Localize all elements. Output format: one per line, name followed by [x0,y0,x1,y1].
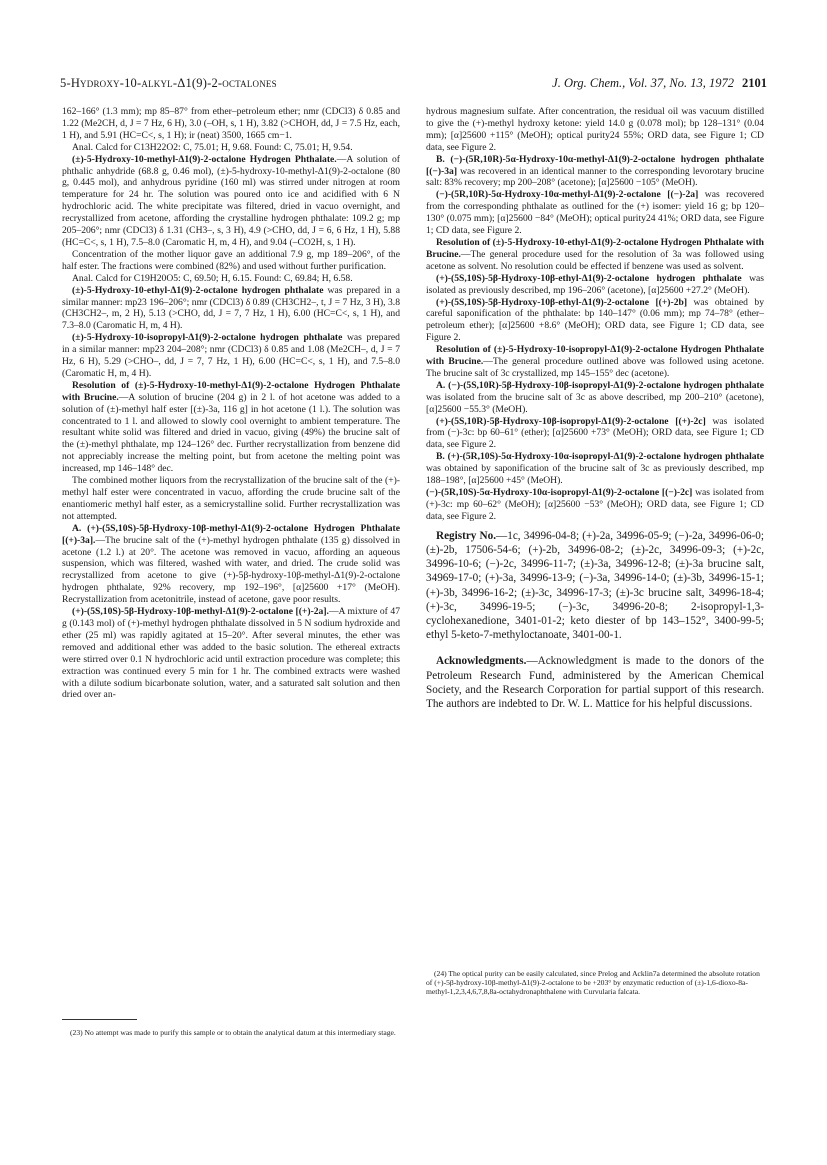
journal-name: J. Org. Chem., Vol. 37, No. 13, 1972 [552,76,734,90]
paragraph [426,273,764,297]
paragraph [426,237,764,273]
paragraph-heading: (±)-5-Hydroxy-10-isopropyl-Δ1(9)-2-octalone hydrogen phthalate [72,332,343,344]
paragraph-text: —A mixture of 47 g (0.143 mol) of (+)-methyl hydrogen phthalate dissolved in 5 N sodium hydroxide and ether (25 ml) was rapidly agitated at 15–20°. After several minutes, the ether was removed and additional ether was added to the basic solution. The ethereal extracts were stirred over 0.1 N hydrochloric acid until extraction procedure was complete; this extraction was continued every 5 min for 1 hr. The combined extracts were washed with a dilute sodium bicarbonate solution, water, and a saturated salt solution and then dried over an- [62,606,400,701]
paragraph-text: was obtained by careful saponification of the phthalate: bp 140–147° (0.06 mm); mp 74–78° (ether–petroleum ether); [α]25600 +8.6° (MeOH); ORD data, see Figure 1; CD data, see Figure 2. [426,296,764,344]
paragraph [426,106,764,154]
paragraph-text: was recovered from the corresponding phthalate as outlined for the (+) isomer: yield 16 g; bp 120–130° (0.075 mm); [α]25600 −84° (MeOH); optical purity24 41%; ORD data, see Figure 1; CD data, see Figure 2. [426,189,764,237]
paragraph [426,189,764,237]
paragraph-heading: (+)-(5S,10S)-5β-Hydroxy-10β-ethyl-Δ1(9)-2-octalone hydrogen phthalate [436,272,742,284]
paragraph [426,487,764,523]
right-column [426,106,764,711]
paragraph-text: —A solution of brucine (204 g) in 2 l. of hot acetone was added to a solution of (±)-methyl half ester [(±)-3a, 116 g] in hot acetone (1 l.). The solution was concentrated to 1 l. and allowed to slowly cool overnight to ambient temperature. The resultant white solid was filtered and dried in vacuo, giving (49%) the brucine salt of the (±)-methyl phthalate, mp 124–126° dec. Further recrystallization from benzene did not appreciably increase the melting point, but from acetone the melting point was increased, mp 146–148° dec. [62,391,400,475]
paragraph-text: was recovered in an identical manner to the corresponding levorotary brucine salt: 83% recovery; mp 200–208° (acetone); [α]25600 −105° (MeOH). [426,165,764,189]
running-title: 5-Hydroxy-10-alkyl-Δ1(9)-2-octalones [60,76,277,90]
paragraph [62,106,400,142]
footnote-24: (24) The optical purity can be easily calculated, since Prelog and Acklin7a determined the absolute rotation of (+)-5β-hydroxy-10β-methyl-Δ1(9)-2-octalone to be +203° by enzymatic reduction of (±)-1,6-dioxo-8a-methyl-1,2,3,4,6,7,8,8a-octahydronaphthalene with Curvularia falcata. [426,968,760,997]
registry-numbers [426,529,764,643]
paragraph-heading: (+)-(5S,10S)-5β-Hydroxy-10β-ethyl-Δ1(9)-2-octalone [(+)-2b] [436,296,688,308]
right-column-paragraphs [426,106,764,523]
acknowledgments-label: Acknowledgments. [436,655,527,668]
paragraph [62,142,400,154]
paragraph-text: The combined mother liquors from the recrystallization of the brucine salt of the (+)-methyl half ester were concentrated in vacuo, affording the crude brucine salt of the enantiomeric methyl half ester, as a semicrystalline solid. Further recrystallization was not attempted. [62,475,400,522]
paragraph-text: 162–166° (1.3 mm); mp 85–87° from ether–petroleum ether; nmr (CDCl3) δ 0.85 and 1.22 (Me2CH, d, J = 7 Hz, 6 H), 3.0 (–OH, s, 1 H), 3.82 (>CHOH, dd, J = 7.5 Hz, each, 1 H), and 5.91 (HC=C<, s, 1 H); ir (neat) 3500, 1665 cm−1. [62,106,400,141]
paragraph-text: Anal. Calcd for C19H20O5: C, 69.50; H, 6.15. Found: C, 69.84; H, 6.58. [72,272,353,284]
paragraph-text: Concentration of the mother liquor gave an additional 7.9 g, mp 189–206°, of the half ester. The fractions were combined (82%) and used without further purification. [62,248,400,272]
footnote-23: (23) No attempt was made to purify this sample or to obtain the analytical datum at this intermediary stage. [70,1027,396,1037]
paragraph-text: was isolated from (+)-3c: mp 60–62° (MeOH); [α]25600 −53° (MeOH); ORD data, see Figure 1; CD data, see Figure 2. [426,487,764,522]
paragraph-heading: B. (−)-(5R,10R)-5α-Hydroxy-10α-methyl-Δ1(9)-2-octalone hydrogen phthalate [(−)-3a] [426,153,764,177]
paragraph [62,332,400,380]
paragraph-heading: (+)-(5S,10S)-5β-Hydroxy-10β-methyl-Δ1(9)-2-octalone [(+)-2a]. [72,606,329,618]
paragraph [62,475,400,523]
acknowledgments [426,654,764,711]
journal-citation [552,76,767,91]
paragraph-text: —The general procedure outlined above was followed using acetone. The brucine salt of 3c crystallized, mp 145–155° dec (acetone). [426,356,764,379]
page-number: 2101 [742,76,767,90]
paragraph-text: was isolated from (−)-3c: bp 60–61° (ether); [α]25600 +73° (MeOH); ORD data, see Figure 1; CD data, see Figure 2. [426,415,764,451]
paragraph [426,154,764,190]
footnote-rule [62,1019,137,1020]
paragraph [426,344,764,380]
paragraph [426,380,764,416]
footnote-right-block [426,961,764,1004]
paragraph-text: —The general procedure used for the resolution of 3a was followed using acetone as solvent. No resolution could be effected if benzene was used as solvent. [426,248,764,272]
paragraph-heading: Resolution of (±)-5-Hydroxy-10-ethyl-Δ1(9)-2-octalone Hydrogen Phthalate with Brucine. [426,236,764,260]
paragraph-heading: A. (+)-(5S,10S)-5β-Hydroxy-10β-methyl-Δ1(9)-2-octalone Hydrogen Phthalate [(+)-3a]. [62,522,400,546]
paragraph-heading: Resolution of (±)-5-Hydroxy-10-methyl-Δ1(9)-2-octalone Hydrogen Phthalate with Brucine. [62,379,400,403]
paragraph-heading: Resolution of (±)-5-Hydroxy-10-isopropyl-Δ1(9)-2-octalone Hydrogen Phthalate with Brucine. [426,344,764,368]
paragraph-text: was obtained by saponification of the brucine salt of 3c as previously described, mp 188–198°, [α]25600 +45° (MeOH). [426,463,764,487]
page-header [60,76,767,94]
left-column [62,106,400,701]
registry-label: Registry No. [436,529,497,542]
paragraph [62,523,400,606]
paragraph [62,273,400,285]
paragraph [62,249,400,273]
paragraph-heading: (+)-(5S,10R)-5β-Hydroxy-10β-isopropyl-Δ1(9)-2-octalone [(+)-2c] [436,415,706,427]
paragraph [426,416,764,452]
paragraph-heading: (−)-(5R,10R)-5α-Hydroxy-10α-methyl-Δ1(9)-2-octalone [(−)-2a] [436,189,699,201]
paragraph-text: was prepared in a similar manner: mp23 204–208°; nmr (CDCl3) δ 0.85 and 1.08 (Me2CH–, d, J = 7 Hz, 6 H), 5.29 (>CHO–, dd, J = 7, 7 Hz, 1 H), 6.00 (HC=C<, s, 1 H), and 7.5–8.0 (Caromatic H, m, 4 H). [62,332,400,379]
paragraph [62,154,400,249]
paragraph-text: was prepared in a similar manner: mp23 196–206°; nmr (CDCl3) δ 0.89 (CH3CH2–, t, J = 7 Hz, 3 H), 3.8 (CH3CH2–, m, 2 H), 5.13 (>CHO, dd, J = 7, 7 Hz, 1 H), 6.00 (HC=C<, s, 1 H), and 7.3–8.0 (Caromatic H, m, 4 H). [62,284,400,332]
footnote-left-block [62,1009,400,1045]
paragraph-heading: B. (+)-(5R,10S)-5α-Hydroxy-10α-isopropyl-Δ1(9)-2-octalone hydrogen phthalate [436,451,764,463]
paragraph [426,451,764,487]
paragraph-text: hydrous magnesium sulfate. After concentration, the residual oil was vacuum distilled to give the (+)-methyl hydroxy ketone: yield 14.0 g (0.078 mol); bp 128–131° (0.04 mm); [α]25600 +115° (MeOH); optical purity24 55%; ORD data, see Figure 1; CD data, see Figure 2. [426,106,764,153]
paragraph-text: was isolated from the brucine salt of 3c as above described, mp 200–210° (acetone), [α]25600 −55.3° (MeOH). [426,391,764,415]
acknowledgments-text: —Acknowledgment is made to the donors of the Petroleum Research Fund, administered by the American Chemical Society, and the Research Corporation for partial support of this research. The authors are indebted to Dr. W. L. Mattice for his helpful discussions. [426,655,764,710]
paragraph-heading: (±)-5-Hydroxy-10-methyl-Δ1(9)-2-octalone Hydrogen Phthalate. [72,153,337,165]
paragraph-text: was isolated as previously described, mp 196–206° (acetone), [α]25600 +27.2° (MeOH). [426,272,764,296]
registry-text: —1c, 34996-04-8; (+)-2a, 34996-05-9; (−)-2a, 34996-06-0; (±)-2b, 17506-54-6; (+)-2b, 34996-08-2; (±)-2c, 34996-09-3; (+)-2c, 34996-10-6; (−)-2c, 34996-11-7; (±)-3a, 34996-12-8; (±)-3a brucine salt, 34969-17-0; (+)-3a, 34996-13-9; (−)-3a, 34996-14-0; (±)-3b, 34996-15-1; (+)-3b, 34996-16-2; (±)-3c, 34996-17-3; (±)-3c brucine salt, 34996-18-4; (+)-3c, 34996-19-5; (−)-3c, 34996-20-8; 2-isopropyl-1,3-cyclohexanedione, 3401-01-2; keto diester of bp 143–152°, 3400-99-5; ethyl 5-keto-7-methyloctanoate, 3401-00-1. [426,529,765,642]
paragraph-text: Anal. Calcd for C13H22O2: C, 75.01; H, 9.68. Found: C, 75.01; H, 9.54. [72,141,353,153]
paragraph [62,380,400,475]
paragraph-heading: (−)-(5R,10S)-5α-Hydroxy-10α-isopropyl-Δ1(9)-2-octalone [(−)-2c] [426,487,693,498]
paragraph-heading: (±)-5-Hydroxy-10-ethyl-Δ1(9)-2-octalone hydrogen phthalate [72,284,324,296]
paragraph [426,297,764,345]
paragraph-heading: A. (−)-(5S,10R)-5β-Hydroxy-10β-isopropyl-Δ1(9)-2-octalone hydrogen phthalate [436,379,764,391]
paragraph [62,606,400,701]
paragraph [62,285,400,333]
paragraph-text: —A solution of phthalic anhydride (68.8 g, 0.46 mol), (±)-5-hydroxy-10-methyl-Δ1(9)-2-octalone (80 g, 0.445 mol), and anhydrous pyridine (160 ml) was stirred under nitrogen at room temperature for 24 hr. The solution was poured onto ice and acidified with 6 N hydrochloric acid. The white precipitate was filtered, dried in vacuo overnight, and recrystallized from acetone, affording the crystalline hydrogen phthalate: 109.2 g; mp 205–206°; nmr (CDCl3) δ 1.31 (CH3–, s, 3 H), 4.9 (>CHO, dd, J = 6, 6 Hz, 1 H), 5.88 (HC=C<, s, 1 H), 7.5–8.0 (Caromatic H, m, 4 H), and 9.04 (–CO2H, s, 1 H). [62,153,401,248]
paragraph-text: —The brucine salt of the (+)-methyl hydrogen phthalate (135 g) dissolved in acetone (1.2 l.) at 20°. The acetone was removed in vacuo, affording an aqueous suspension, which was filtered, washed with water, and dried. The crude solid was recrystallized from acetone to give (+)-5β-hydroxy-10β-methyl-Δ1(9)-2-octalone hydrogen phthalate, 92% recovery, mp 192–196°, [α]25600 +17° (MeOH). Recrystallization from acetonitrile, instead of acetone, gave poor results. [62,534,400,606]
